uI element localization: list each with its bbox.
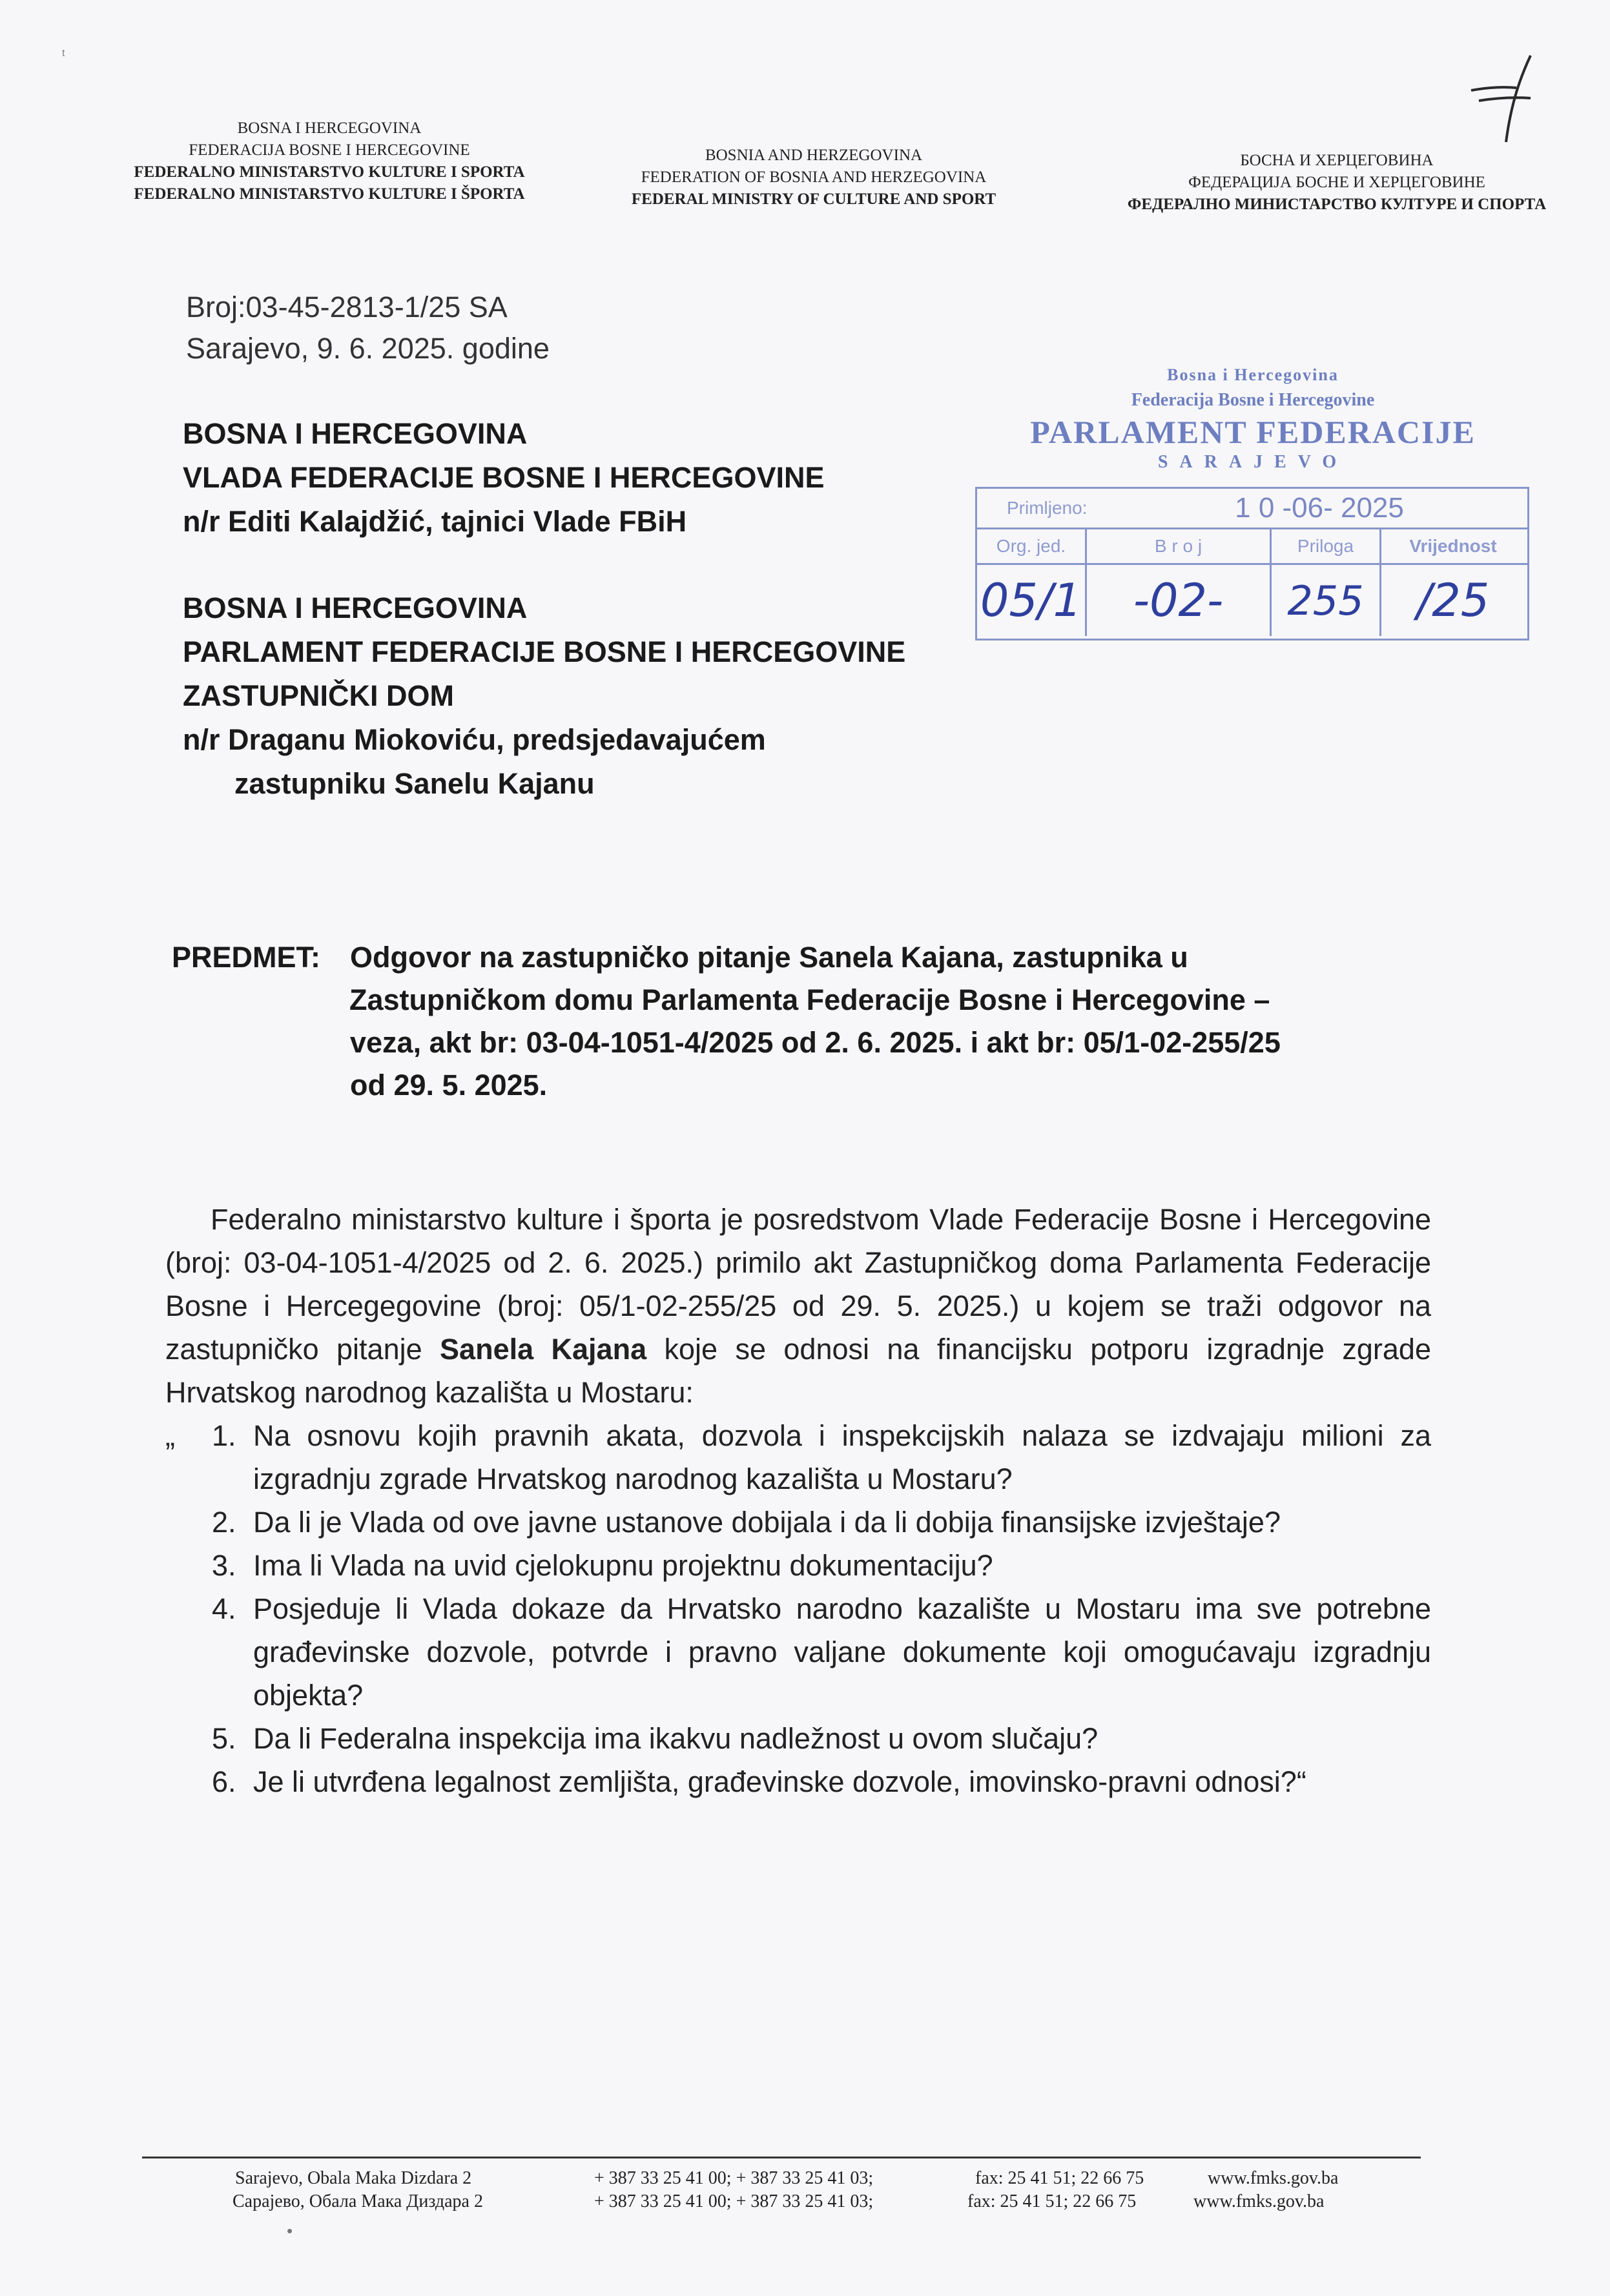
- question-number: 5.: [212, 1722, 236, 1755]
- stamp-line: SARAJEVO: [1157, 452, 1348, 472]
- addressee-line: zastupniku Sanelu Kajanu: [234, 767, 595, 800]
- question-text: Ima li Vlada na uvid cjelokupnu projektnu dokumentaciju?: [253, 1549, 993, 1582]
- stamp-header-row: [977, 529, 1527, 565]
- letterhead-line: БОСНА И ХЕРЦЕГОВИНА: [1240, 152, 1434, 169]
- hw-org: 05/1: [980, 574, 1082, 627]
- subject-block: [172, 936, 1281, 1102]
- intro-paragraph: [165, 1198, 1431, 1414]
- addressee-line: VLADA FEDERACIJE BOSNE I HERCEGOVINE: [183, 461, 825, 494]
- letterhead-line: ФЕДЕРАЦИЈА БОСНЕ И ХЕРЦЕГОВИНЕ: [1188, 174, 1485, 191]
- document-number: Broj:03-45-2813-1/25 SA: [186, 291, 508, 323]
- list-item: [165, 1717, 1431, 1760]
- registry-stamp: [975, 487, 1529, 641]
- footer-phone: + 387 33 25 41 00; + 387 33 25 41 03;: [594, 2191, 874, 2211]
- question-number: 1.: [212, 1419, 236, 1452]
- letterhead-line: FEDERAL MINISTRY OF CULTURE AND SPORT: [631, 190, 996, 208]
- scan-speck: •: [287, 2221, 293, 2240]
- footer-website[interactable]: www.fmks.gov.ba: [1208, 2168, 1339, 2188]
- stamp-col-org: Org. jed.: [977, 529, 1087, 563]
- stamp-cell-broj: [1087, 565, 1272, 636]
- stamp-cell-vrijednost: [1381, 565, 1525, 636]
- letterhead-line: FEDERATION OF BOSNIA AND HERZEGOVINA: [641, 169, 987, 186]
- stamp-col-priloga: Priloga: [1272, 529, 1381, 563]
- list-item: [165, 1760, 1431, 1803]
- scan-speck: ᵗ: [62, 46, 65, 63]
- body-paragraph: [165, 1198, 1431, 1414]
- subject-line: veza, akt br: 03-04-1051-4/2025 od 2. 6. 2025. i akt br: 05/1-02-255/25: [350, 1026, 1281, 1059]
- document-date: Sarajevo, 9. 6. 2025. godine: [186, 332, 550, 365]
- subject-line: od 29. 5. 2025.: [350, 1069, 548, 1102]
- list-item: [165, 1544, 1431, 1587]
- intro-name: Sanela Kajana: [440, 1333, 647, 1366]
- opening-quote: „: [165, 1419, 175, 1452]
- addressee-line: BOSNA I HERCEGOVINA: [183, 417, 528, 450]
- question-number: 4.: [212, 1592, 236, 1625]
- stamp-received-row: [977, 489, 1527, 529]
- hw-vrijednost: /25: [1416, 574, 1490, 627]
- footer-phone: + 387 33 25 41 00; + 387 33 25 41 03;: [594, 2168, 874, 2188]
- hw-priloga: 255: [1287, 577, 1364, 624]
- footer-fax: fax: 25 41 51; 22 66 75: [975, 2168, 1144, 2188]
- stamp-col-vrijednost: Vrijednost: [1409, 536, 1497, 556]
- letterhead-line: FEDERALNO MINISTARSTVO KULTURE I SPORTA: [134, 163, 525, 181]
- question-text: Je li utvrđena legalnost zemljišta, građevinske dozvole, imovinsko-pravni odnosi?“: [253, 1765, 1306, 1798]
- subject-label: PREDMET:: [172, 941, 321, 974]
- stamp-value-row: [977, 565, 1527, 636]
- question-text: Posjeduje li Vlada dokaze da Hrvatsko narodno kazalište u Mostaru ima sve potrebne građevinske dozvole, potvrde i pravno valjane dokumente koji omogućavaju izgradnju objekta?: [253, 1592, 1431, 1712]
- stamp-cell-org: [977, 565, 1087, 636]
- footer-fax: fax: 25 41 51; 22 66 75: [967, 2191, 1137, 2211]
- hw-broj: -02-: [1133, 574, 1224, 627]
- intro-text: koje se odnosi na financijsku potporu izgradnje zgrade Hrvatskog narodnog kazališta u Mostaru:: [165, 1333, 1431, 1409]
- footer-address-cyrillic: Сарајево, Обала Мака Диздара 2: [232, 2191, 483, 2211]
- list-item: [165, 1501, 1431, 1544]
- letterhead-line: BOSNA I HERCEGOVINA: [237, 119, 422, 137]
- letterhead-right: [1072, 150, 1602, 216]
- stamp-line: PARLAMENT FEDERACIJE: [1030, 414, 1476, 450]
- question-number: 3.: [212, 1549, 236, 1582]
- addressee-line: n/r Draganu Miokoviću, predsjedavajućem: [183, 723, 766, 756]
- footer-divider: [142, 2157, 1421, 2158]
- stamp-cell-priloga: [1272, 565, 1381, 636]
- footer-address-latin: Sarajevo, Obala Maka Dizdara 2: [235, 2168, 472, 2188]
- subject-line-text: Zastupničkom domu Parlamenta Federacije Bosne i Hercegovine –: [349, 983, 1270, 1016]
- handwritten-mark-icon: [1466, 50, 1543, 147]
- letterhead-line: FEDERACIJA BOSNE I HERCEGOVINE: [189, 141, 470, 159]
- question-text: Da li je Vlada od ove javne ustanove dobijala i da li dobija finansijske izvještaje?: [253, 1506, 1281, 1539]
- subject-line: Odgovor na zastupničko pitanje Sanela Kajana, zastupnika u: [350, 941, 1188, 974]
- stamp-col-broj: B r o j: [1087, 529, 1272, 563]
- stamp-received-date: 1 0 -06- 2025: [1235, 492, 1404, 524]
- question-number: 6.: [212, 1765, 236, 1798]
- letterhead-line: ФЕДЕРАЛНО МИНИСТАРСТВО КУЛТУРЕ И СПОРТА: [1127, 196, 1547, 213]
- question-text: Da li Federalna inspekcija ima ikakvu nadležnost u ovom slučaju?: [253, 1722, 1099, 1755]
- stamp-line: Federacija Bosne i Hercegovine: [1131, 390, 1375, 410]
- subject-line: [349, 979, 1577, 1021]
- subject-text: [350, 936, 1577, 1107]
- addressee-line: ZASTUPNIČKI DOM: [183, 679, 454, 712]
- addressee-line: n/r Editi Kalajdžić, tajnici Vlade FBiH: [183, 505, 687, 538]
- addressee-government: [183, 412, 824, 544]
- footer-website[interactable]: www.fmks.gov.ba: [1193, 2191, 1325, 2211]
- letterhead-line: BOSNIA AND HERZEGOVINA: [705, 147, 923, 164]
- question-number: 2.: [212, 1506, 236, 1539]
- letterhead-line: FEDERALNO MINISTARSTVO KULTURE I ŠPORTA: [134, 185, 525, 203]
- question-list: [165, 1414, 1431, 1803]
- list-item: [165, 1587, 1431, 1717]
- addressee-line: BOSNA I HERCEGOVINA: [183, 591, 528, 624]
- addressee-parliament: [183, 586, 905, 806]
- stamp-line: Bosna i Hercegovina: [1167, 365, 1339, 384]
- intro-text: Federalno ministarstvo kulture i športa je posredstvom Vlade Federacije Bosne i Hercegovine (broj: 03-04-1051-4/2025 od 2. 6. 2025.) primilo akt Zastupničkog doma Parlamenta Federacije Bosne i Hercegegovine (broj: 05/1-02-255/25 od 29. 5. 2025.) u kojem se traži odgovor na zastupničko pitanje: [165, 1203, 1431, 1366]
- list-item: [165, 1414, 1431, 1501]
- question-text: Na osnovu kojih pravnih akata, dozvola i inspekcijskih nalaza se izdvajaju milioni za izgradnju zgrade Hrvatskog narodnog kazališta u Mostaru?: [253, 1419, 1431, 1495]
- addressee-line: PARLAMENT FEDERACIJE BOSNE I HERCEGOVINE: [183, 635, 906, 668]
- letterhead-middle: [594, 145, 1033, 210]
- stamp-received-label: Primljeno:: [1007, 498, 1088, 518]
- letterhead-left: [90, 118, 568, 205]
